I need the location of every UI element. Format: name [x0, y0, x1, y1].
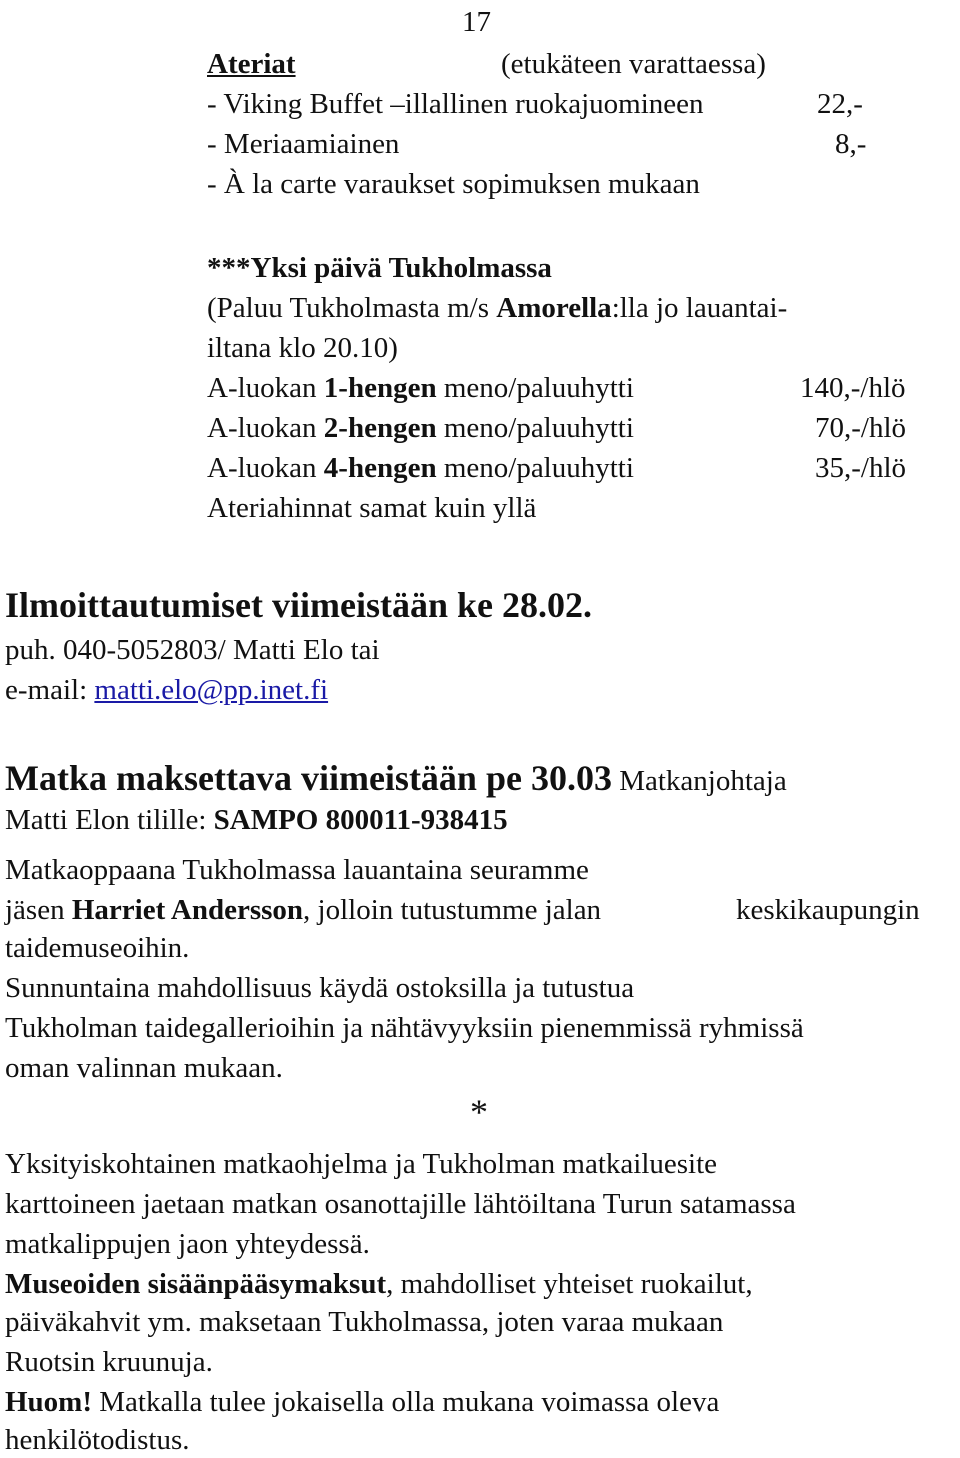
phone-line: puh. 040-5052803/ Matti Elo tai — [5, 634, 380, 666]
cabin-price: 35,-/hlö — [815, 452, 907, 484]
meal-price-note: Ateriahinnat samat kuin yllä — [207, 492, 537, 524]
sunday-line: Sunnuntaina mahdollisuus käydä ostoksilla ja tutustua — [5, 972, 635, 1004]
fees-line: Ruotsin kruunuja. — [5, 1346, 213, 1378]
cabin-price: 70,-/hlö — [815, 412, 907, 444]
meals-title: Ateriat — [207, 48, 296, 80]
guide-line: jäsen Harriet Andersson, jolloin tutustumme jalan — [5, 894, 602, 926]
email-line: e-mail: matti.elo@pp.inet.fi — [5, 674, 329, 706]
guide-line: Matkaoppaana Tukholmassa lauantaina seuramme — [5, 854, 589, 886]
ship-name: Amorella — [496, 292, 612, 324]
program-line: matkalippujen jaon yhteydessä. — [5, 1228, 370, 1260]
payment-line — [5, 756, 787, 803]
meal-item: - Meriaamiainen — [207, 128, 400, 160]
cabin-row: A-luokan 2-hengen meno/paluuhytti — [207, 412, 634, 444]
email-link[interactable]: matti.elo@pp.inet.fi — [94, 674, 329, 706]
meal-item: - À la carte varaukset sopimuksen mukaan — [207, 168, 700, 200]
account-number: SAMPO 800011-938415 — [213, 804, 508, 836]
meal-price: 22,- — [817, 88, 863, 120]
account-line: Matti Elon tilille: SAMPO 800011-938415 — [5, 804, 508, 836]
return-info: (Paluu Tukholmasta m/s Amorella:lla jo lauantai- — [207, 292, 788, 324]
cabin-row: A-luokan 1-hengen meno/paluuhytti — [207, 372, 634, 404]
cabin-price: 140,-/hlö — [800, 372, 906, 404]
leader-label: Matkanjohtaja — [611, 765, 787, 797]
note-title: Huom! — [5, 1386, 92, 1418]
payment-heading: Matka maksettava viimeistään pe 30.03 — [5, 758, 612, 798]
note-line: Huom! Matkalla tulee jokaisella olla mukana voimassa oleva — [5, 1386, 720, 1418]
sunday-line: Tukholman taidegallerioihin ja nähtävyyksiin pienemmissä ryhmissä — [5, 1012, 804, 1044]
program-line: karttoineen jaetaan matkan osanottajille lähtöiltana Turun satamassa — [5, 1188, 796, 1220]
fees-title: Museoiden sisäänpääsymaksut — [5, 1268, 387, 1300]
meals-heading — [207, 46, 296, 82]
fees-line: Museoiden sisäänpääsymaksut, mahdolliset yhteiset ruokailut, — [5, 1268, 753, 1300]
fees-line: päiväkahvit ym. maksetaan Tukholmassa, joten varaa mukaan — [5, 1306, 724, 1338]
sunday-line: oman valinnan mukaan. — [5, 1052, 283, 1084]
cabin-row: A-luokan 4-hengen meno/paluuhytti — [207, 452, 634, 484]
meal-item: - Viking Buffet –illallinen ruokajuomineen — [207, 88, 704, 120]
guide-line-end: keskikaupungin — [736, 894, 920, 926]
program-line: Yksityiskohtainen matkaohjelma ja Tukholman matkailuesite — [5, 1148, 718, 1180]
stockholm-heading: ***Yksi päivä Tukholmassa — [207, 252, 552, 284]
page-number: 17 — [462, 6, 491, 38]
guide-line: taidemuseoihin. — [5, 932, 190, 964]
return-info-cont: iltana klo 20.10) — [207, 332, 398, 364]
meal-price: 8,- — [835, 128, 867, 160]
meals-note: (etukäteen varattaessa) — [501, 48, 766, 80]
registration-heading: Ilmoittautumiset viimeistään ke 28.02. — [5, 585, 592, 625]
asterisk-separator: * — [470, 1092, 488, 1132]
guide-name: Harriet Andersson — [71, 894, 304, 926]
note-line: henkilötodistus. — [5, 1424, 190, 1456]
